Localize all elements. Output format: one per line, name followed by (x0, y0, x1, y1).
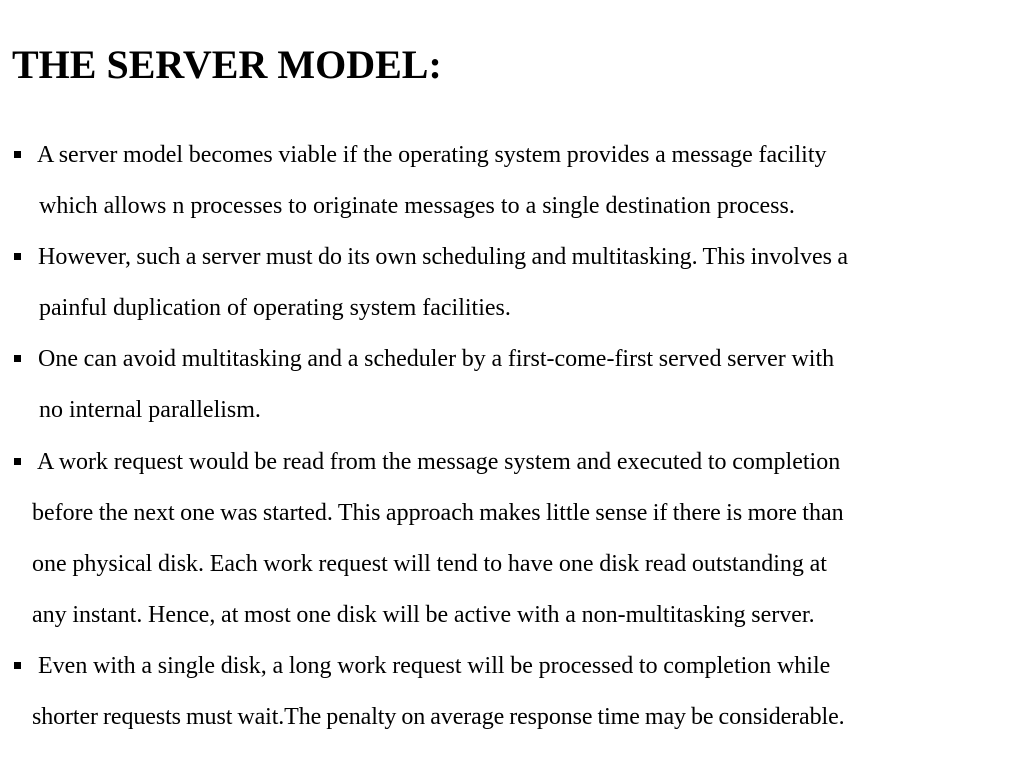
bullet-2-line-1: However, such a server must do its own scheduling and multitasking. This involves a (38, 244, 849, 270)
slide-title: THE SERVER MODEL: (12, 42, 442, 87)
bullet-5-line-2: shorter requests must wait.The penalty on average response time may be considerable. (32, 704, 845, 730)
bullet-4-line-1: A work request would be read from the message system and executed to completion (37, 449, 841, 475)
bullet-5-line-1: Even with a single disk, a long work request will be processed to completion while (38, 653, 831, 679)
bullet-4-line-4: any instant. Hence, at most one disk will be active with a non-multitasking server. (32, 602, 815, 628)
bullet-1-line-1: A server model becomes viable if the operating system provides a message facility (37, 142, 827, 168)
square-bullet-icon (14, 355, 21, 362)
bullet-4-line-2: before the next one was started. This approach makes little sense if there is more than (32, 500, 844, 526)
bullet-3-line-1: One can avoid multitasking and a scheduler by a first-come-first served server with (38, 346, 835, 372)
bullet-2-line-2: painful duplication of operating system facilities. (39, 295, 511, 321)
square-bullet-icon (14, 662, 21, 669)
bullet-1-line-2: which allows n processes to originate messages to a single destination process. (39, 193, 795, 219)
square-bullet-icon (14, 253, 21, 260)
square-bullet-icon (14, 458, 21, 465)
bullet-4-line-3: one physical disk. Each work request will tend to have one disk read outstanding at (32, 551, 827, 577)
square-bullet-icon (14, 151, 21, 158)
bullet-3-line-2: no internal parallelism. (39, 397, 261, 423)
